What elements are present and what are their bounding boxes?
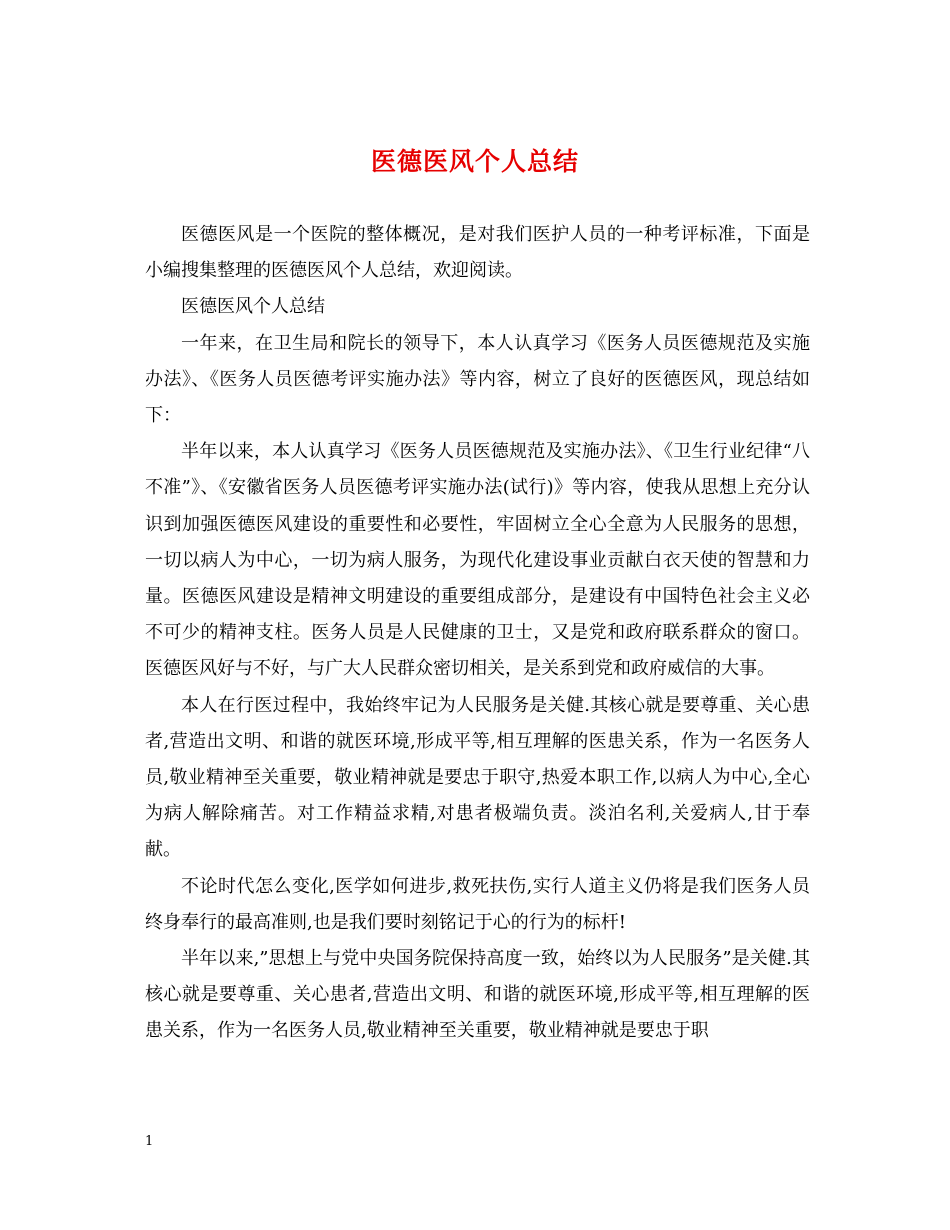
paragraph-5: 半年以来,”思想上与党中央国务院保持高度一致，始终以为人民服务”是关健.其核心就是要尊重、关心患者,营造出文明、和谐的就医环境,形成平等,相互理解的医患关系，作为一名医务人员,敬业精神至关重要，敬业精神就是要忠于职 (145, 948, 810, 1042)
paragraph-3: 本人在行医过程中，我始终牢记为人民服务是关健.其核心就是要尊重、关心患者,营造出文明、和谐的就医环境,形成平等,相互理解的医患关系，作为一名医务人员,敬业精神至关重要，敬业精神就是要忠于职守,热爱本职工作,以病人为中心,全心为病人解除痛苦。对工作精益求精,对患者极端负责。淡泊名利,关爱病人,甘于奉献。 (145, 694, 810, 861)
paragraph-4: 不论时代怎么变化,医学如何进步,救死扶伤,实行人道主义仍将是我们医务人员终身奉行的最高准则,也是我们要时刻铭记于心的行为的标杆! (145, 875, 810, 933)
paragraph-2: 半年以来，本人认真学习《医务人员医德规范及实施办法》、《卫生行业纪律“八不准”》、《安徽省医务人员医德考评实施办法(试行)》等内容，使我从思想上充分认识到加强医德医风建设的重要性和必要性，牢固树立全心全意为人民服务的思想，一切以病人为中心，一切为病人服务，为现代化建设事业贡献白衣天使的智慧和力量。医德医风建设是精神文明建设的重要组成部分，是建设有中国特色社会主义必不可少的精神支柱。医务人员是人民健康的卫士，又是党和政府联系群众的窗口。医德医风好与不好，与广大人民群众密切相关，是关系到党和政府威信的大事。 (145, 441, 810, 680)
paragraph-subheading: 医德医风个人总结 (181, 296, 325, 318)
document-title: 医德医风个人总结 (370, 147, 579, 176)
paragraph-intro: 医德医风是一个医院的整体概况，是对我们医护人员的一种考评标准，下面是小编搜集整理的医德医风个人总结，欢迎阅读。 (145, 224, 810, 282)
document-body (145, 217, 810, 1050)
page-number: 1 (145, 1134, 154, 1149)
paragraph-1: 一年来，在卫生局和院长的领导下，本人认真学习《医务人员医德规范及实施办法》、《医务人员医德考评实施办法》等内容，树立了良好的医德医风，现总结如下： (145, 332, 810, 427)
